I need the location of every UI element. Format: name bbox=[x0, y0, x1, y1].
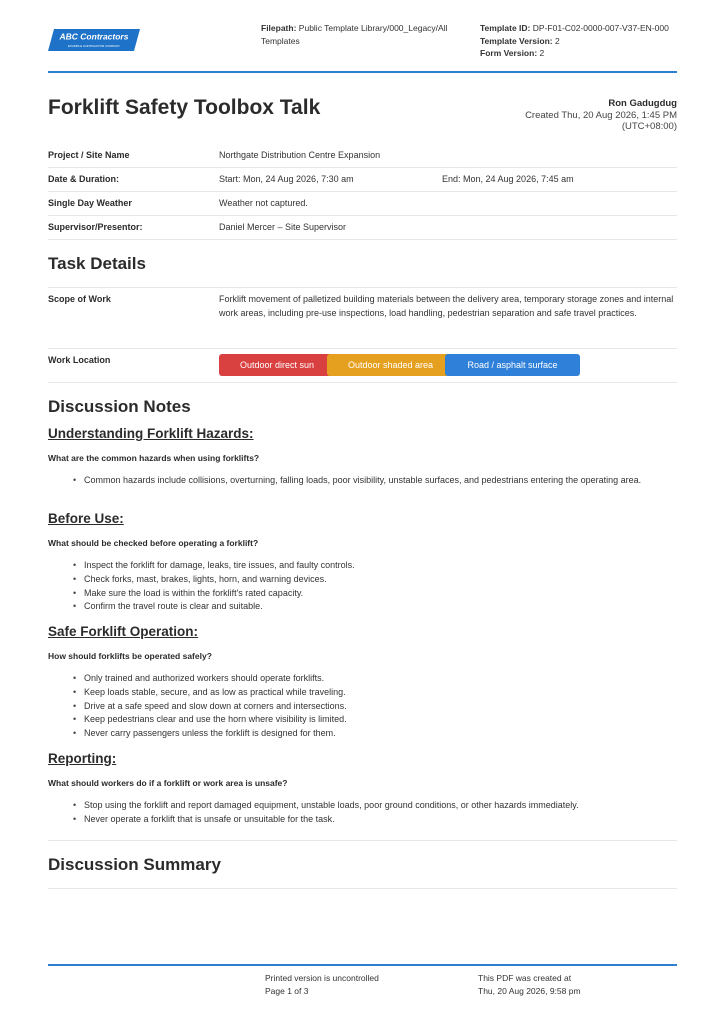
task-details-heading: Task Details bbox=[48, 254, 146, 273]
project-label: Project / Site Name bbox=[48, 150, 130, 160]
divider bbox=[48, 287, 677, 288]
supervisor-value: Daniel Mercer – Site Supervisor bbox=[219, 222, 347, 232]
page-title: Forklift Safety Toolbox Talk bbox=[48, 96, 321, 119]
list-item: • Never carry passengers unless the forklift is designed for them. bbox=[48, 727, 677, 741]
list-item: • Drive at a safe speed and slow down at corners and intersections. bbox=[48, 700, 677, 714]
weather-row bbox=[48, 192, 677, 216]
divider bbox=[48, 840, 677, 841]
section-title: Before Use: bbox=[48, 511, 124, 526]
divider bbox=[48, 888, 677, 889]
template-id-value: DP-F01-C02-0000-007-V37-EN-000 bbox=[532, 23, 669, 33]
start-value: Start: Mon, 24 Aug 2026, 7:30 am bbox=[219, 174, 354, 184]
filepath-label: Filepath: bbox=[261, 23, 297, 33]
section-title: Reporting: bbox=[48, 751, 117, 766]
list-item: • Inspect the forklift for damage, leaks, tire issues, and faulty controls. bbox=[48, 559, 677, 573]
location-tag-outdoor-shaded-area: Outdoor shaded area bbox=[327, 354, 454, 376]
header-divider bbox=[48, 71, 677, 73]
section-question: What should be checked before operating a forklift? bbox=[48, 538, 259, 548]
supervisor-row bbox=[48, 216, 677, 240]
weather-value: Weather not captured. bbox=[219, 198, 308, 208]
form-version-value: 2 bbox=[539, 48, 545, 58]
svg-text:ABC Contractors: ABC Contractors bbox=[59, 31, 129, 42]
list-item: • Common hazards include collisions, overturning, falling loads, poor visibility, unstable surfaces, and pedestrians entering the operating area. bbox=[48, 474, 677, 488]
end-value: End: Mon, 24 Aug 2026, 7:45 am bbox=[442, 174, 574, 184]
footer-divider bbox=[48, 964, 677, 966]
template-id-label: Template ID: bbox=[480, 23, 531, 33]
filepath-value: Public Template Library/000_Legacy/All bbox=[298, 23, 448, 33]
page-number: Page 1 of 3 bbox=[265, 986, 309, 996]
list-item: • Only trained and authorized workers should operate forklifts. bbox=[48, 672, 677, 686]
section-question: What are the common hazards when using forklifts? bbox=[48, 453, 260, 463]
filepath bbox=[261, 22, 461, 47]
list-item: • Keep pedestrians clear and use the horn where visibility is limited. bbox=[48, 713, 677, 727]
discussion-summary-heading: Discussion Summary bbox=[48, 855, 221, 874]
section-title: Safe Forklift Operation: bbox=[48, 624, 199, 639]
template-version-value: 2 bbox=[554, 35, 560, 46]
template-info bbox=[480, 22, 680, 60]
scope-label: Scope of Work bbox=[48, 294, 111, 304]
form-version-label: Form Version: bbox=[480, 48, 538, 58]
weather-label: Single Day Weather bbox=[48, 198, 132, 208]
filepath-value-continued: Templates bbox=[261, 35, 300, 46]
divider bbox=[48, 382, 677, 383]
section-question: What should workers do if a forklift or work area is unsafe? bbox=[48, 778, 288, 788]
pdf-created-label: This PDF was created at bbox=[478, 973, 572, 983]
uncontrolled-note: Printed version is uncontrolled bbox=[265, 973, 379, 983]
location-tag-outdoor-direct-sun: Outdoor direct sun bbox=[219, 354, 335, 376]
divider bbox=[48, 348, 677, 349]
section-list bbox=[48, 672, 677, 741]
template-version-label: Template Version: bbox=[480, 35, 553, 46]
date-label: Date & Duration: bbox=[48, 174, 120, 184]
work-location-label: Work Location bbox=[48, 355, 111, 365]
section-list bbox=[48, 474, 677, 488]
created-date: Created Thu, 20 Aug 2026, 1:45 PM bbox=[525, 109, 677, 121]
list-item: • Stop using the forklift and report damaged equipment, unstable loads, poor ground conditions, or other hazards immediately. bbox=[48, 799, 677, 813]
footer-created-info bbox=[478, 972, 581, 998]
section-list bbox=[48, 799, 677, 827]
pdf-created-value: Thu, 20 Aug 2026, 9:58 pm bbox=[478, 986, 581, 996]
project-value: Northgate Distribution Centre Expansion bbox=[219, 150, 381, 160]
list-item: • Never operate a forklift that is unsafe or unsuitable for the task. bbox=[48, 813, 677, 827]
section-title: Understanding Forklift Hazards: bbox=[48, 426, 254, 441]
list-item: • Keep loads stable, secure, and as low as practical while traveling. bbox=[48, 686, 677, 700]
project-row bbox=[48, 144, 677, 168]
footer-print-info bbox=[265, 972, 379, 998]
scope-value: Forklift movement of palletized building materials between the delivery area, temporary storage zones and internal work areas, including pre-use inspections, load handling, pedestrian separation and safe travel practices. bbox=[219, 294, 674, 318]
svg-text:EXAMPLE CONTRACTOR COMPANY: EXAMPLE CONTRACTOR COMPANY bbox=[68, 44, 120, 48]
list-item: • Check forks, mast, brakes, lights, horn, and warning devices. bbox=[48, 573, 677, 587]
discussion-notes-heading: Discussion Notes bbox=[48, 397, 191, 416]
section-list bbox=[48, 559, 677, 614]
created-timezone: (UTC+08:00) bbox=[621, 121, 677, 132]
author-block bbox=[525, 98, 677, 133]
date-row bbox=[48, 168, 677, 192]
location-tag-road-asphalt: Road / asphalt surface bbox=[445, 354, 580, 376]
list-item: • Make sure the load is within the forklift's rated capacity. bbox=[48, 587, 677, 601]
company-logo bbox=[48, 27, 140, 53]
supervisor-label: Supervisor/Presentor: bbox=[48, 222, 143, 232]
author-name: Ron Gadugdug bbox=[608, 98, 677, 109]
section-question: How should forklifts be operated safely? bbox=[48, 651, 212, 661]
list-item: • Confirm the travel route is clear and suitable. bbox=[48, 600, 677, 614]
